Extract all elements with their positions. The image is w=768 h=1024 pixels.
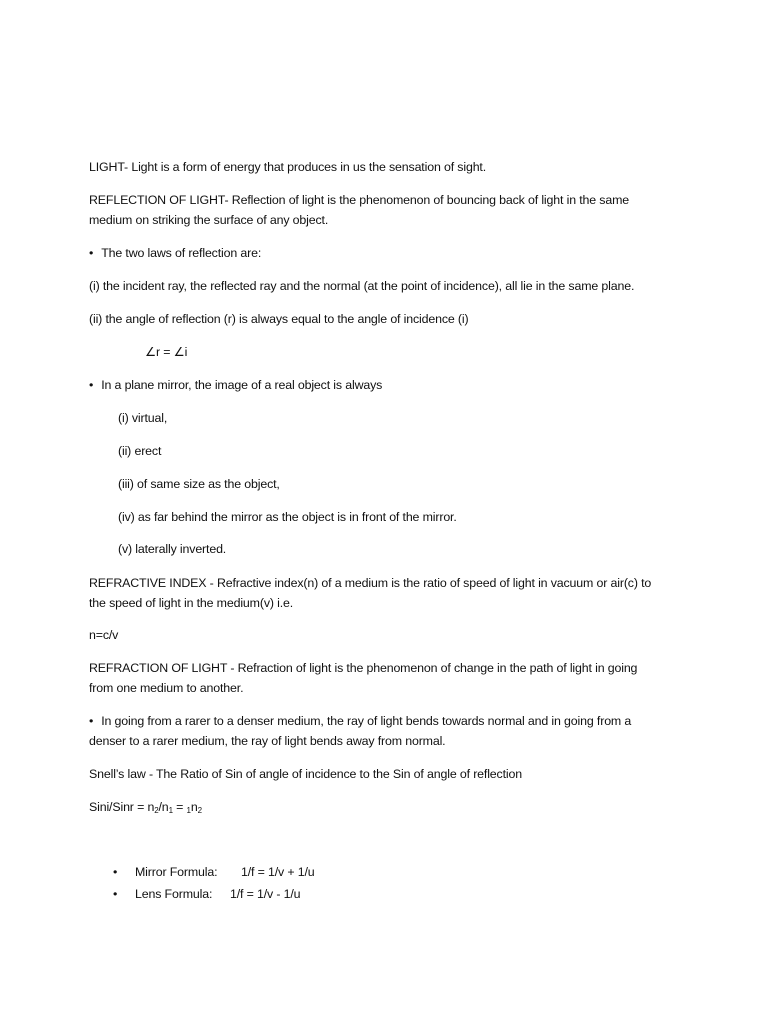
bullet-icon: • [89,378,94,392]
reflection-definition-line1: REFLECTION OF LIGHT- Reflection of light is the phenomenon of bouncing back of light in the same [89,193,630,207]
mirror-formula-label: Mirror Formula: [135,865,218,879]
law-2: (ii) the angle of reflection (r) is always equal to the angle of incidence (i) [89,312,469,326]
rarer-denser-text: In going from a rarer to a denser medium, the ray of light bends towards normal and in going from a [101,714,632,728]
formula-subscript: 1 [186,806,191,815]
snells-law: Snell’s law - The Ratio of Sin of angle of incidence to the Sin of angle of reflection [89,767,522,781]
plane-mirror-item: (v) laterally inverted. [118,542,227,556]
angle-equation: ∠r = ∠i [145,345,188,359]
refractive-index-formula: n=c/v [89,628,119,642]
refractive-index-line2: the speed of light in the medium(v) i.e. [89,596,294,610]
lens-formula-value: 1/f = 1/v - 1/u [230,887,301,901]
light-definition: LIGHT- Light is a form of energy that produces in us the sensation of sight. [89,160,487,174]
formula-part: n [190,800,198,814]
plane-mirror-heading-text: In a plane mirror, the image of a real object is always [101,378,383,392]
plane-mirror-item: (ii) erect [118,444,162,458]
formula-subscript: 2 [154,806,159,815]
formula-part: /n [158,800,169,814]
refraction-definition-line1: REFRACTION OF LIGHT - Refraction of light is the phenomenon of change in the path of light in going [89,661,638,675]
law-1: (i) the incident ray, the reflected ray and the normal (at the point of incidence), all lie in the same plane. [89,279,635,293]
snells-law-formula [89,797,202,821]
plane-mirror-item: (i) virtual, [118,411,168,425]
mirror-formula-value: 1/f = 1/v + 1/u [241,865,315,879]
bullet-icon: • [113,865,118,879]
bullet-icon: • [89,714,94,728]
plane-mirror-heading [89,375,382,395]
formula-part: = [172,800,187,814]
lens-formula-item [113,884,300,904]
rarer-denser-line1 [89,711,631,731]
formula-subscript: 1 [168,806,173,815]
plane-mirror-item: (iv) as far behind the mirror as the object is in front of the mirror. [118,510,457,524]
refractive-index-line1: REFRACTIVE INDEX - Refractive index(n) of a medium is the ratio of speed of light in vacuum or air(c) to [89,576,652,590]
rarer-denser-line2: denser to a rarer medium, the ray of light bends away from normal. [89,734,446,748]
lens-formula-label: Lens Formula: [135,887,213,901]
mirror-formula-item [113,862,315,882]
bullet-icon: • [113,887,118,901]
plane-mirror-item: (iii) of same size as the object, [118,477,280,491]
bullet-icon: • [89,246,94,260]
reflection-definition-line2: medium on striking the surface of any object. [89,213,329,227]
formula-subscript: 2 [197,806,202,815]
laws-heading-text: The two laws of reflection are: [101,246,262,260]
refraction-definition-line2: from one medium to another. [89,681,244,695]
laws-heading [89,243,261,263]
formula-part: Sini/Sinr = n [89,800,155,814]
